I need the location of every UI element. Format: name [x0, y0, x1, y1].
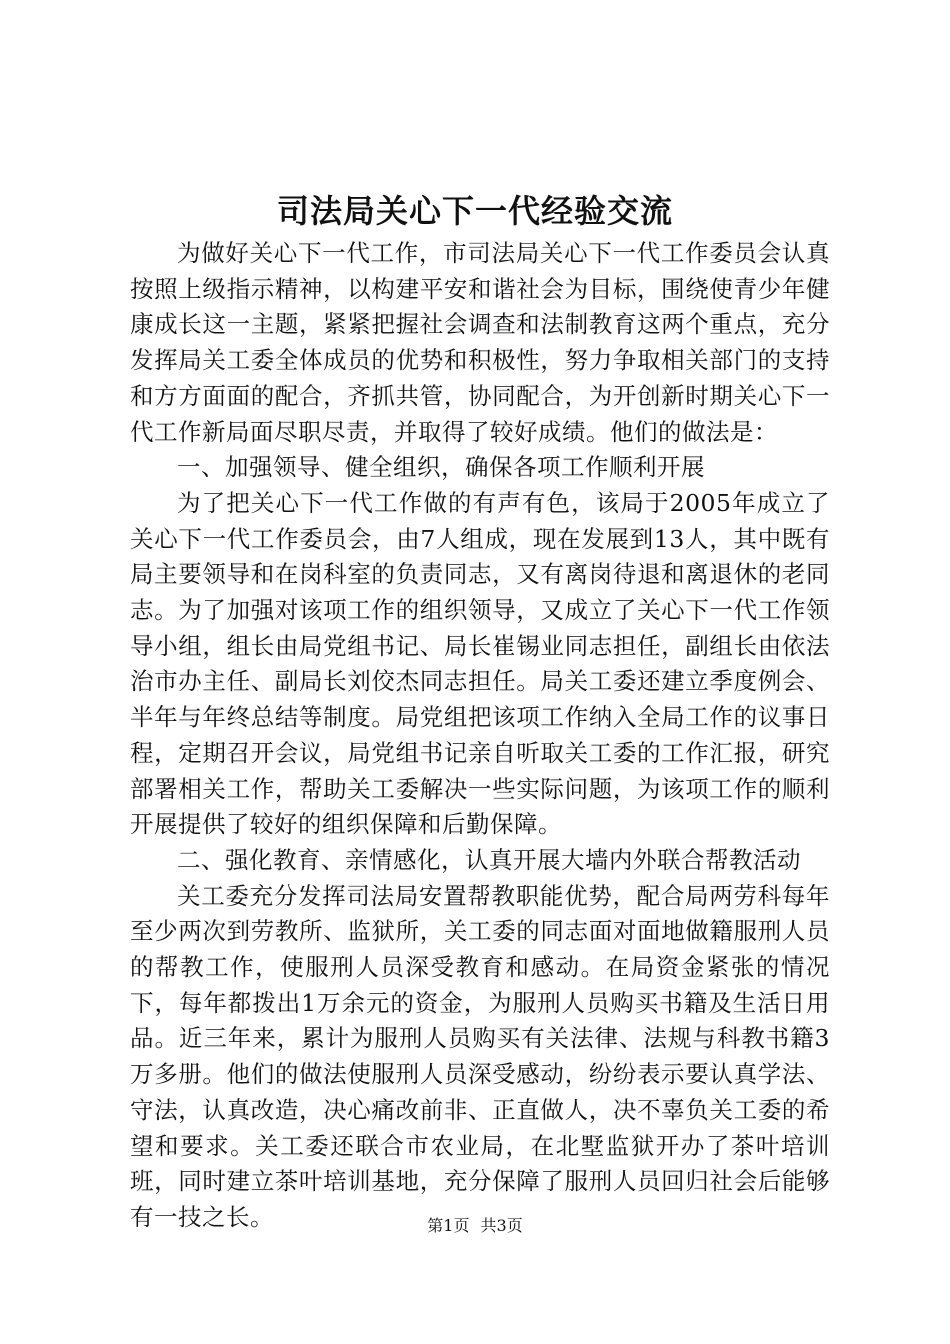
section-heading-2: 二、强化教育、亲情感化，认真开展大墙内外联合帮教活动	[177, 845, 801, 874]
page-total: 共3页	[480, 1216, 523, 1235]
section-2-paragraph: 关工委充分发挥司法局安置帮教职能优势，配合局两劳科每年至少两次到劳教所、监狱所，关工委的同志面对面地做籍服刑人员的帮教工作，使服刑人员深受教育和感动。在局资金紧张的情况下，每年都拨出1万余元的资金，为服刑人员购买书籍及生活日用品。近三年来，累计为服刑人员购买有关法律、法规与科教书籍3万多册。他们的做法使服刑人员深受感动，纷纷表示要认真学法、守法，认真改造，决心痛改前非、正直做人，决不辜负关工委的希望和要求。关工委还联合市农业局，在北墅监狱开办了茶叶培训班，同时建立茶叶培训基地，充分保障了服刑人员回归社会后能够有一技之长。	[130, 881, 830, 1231]
section-1-paragraph: 为了把关心下一代工作做的有声有色，该局于2005年成立了关心下一代工作委员会，由7人组成，现在发展到13人，其中既有局主要领导和在岗科室的负责同志，又有离岗待退和离退休的老同志。为了加强对该项工作的组织领导，又成立了关心下一代工作领导小组，组长由局党组书记、局长崔锡业同志担任，副组长由依法治市办主任、副局长刘佼杰同志担任。局关工委还建立季度例会、半年与年终总结等制度。局党组把该项工作纳入全局工作的议事日程，定期召开会议，局党组书记亲自听取关工委的工作汇报，研究部署相关工作，帮助关工委解决一些实际问题，为该项工作的顺利开展提供了较好的组织保障和后勤保障。	[130, 488, 830, 839]
section-heading-1: 一、加强领导、健全组织，确保各项工作顺利开展	[177, 453, 705, 482]
intro-paragraph: 为做好关心下一代工作，市司法局关心下一代工作委员会认真按照上级指示精神，以构建平安和谐社会为目标，围绕使青少年健康成长这一主题，紧紧把握社会调查和法制教育这两个重点，充分发挥局关工委全体成员的优势和积极性，努力争取相关部门的支持和方方面面的配合，齐抓共管，协同配合，为开创新时期关心下一代工作新局面尽职尽责，并取得了较好成绩。他们的做法是：	[130, 239, 830, 446]
page-title: 司法局关心下一代经验交流	[276, 192, 673, 230]
page-footer	[0, 1214, 950, 1238]
document-body	[130, 236, 830, 1236]
page-number: 第1页	[427, 1216, 470, 1235]
